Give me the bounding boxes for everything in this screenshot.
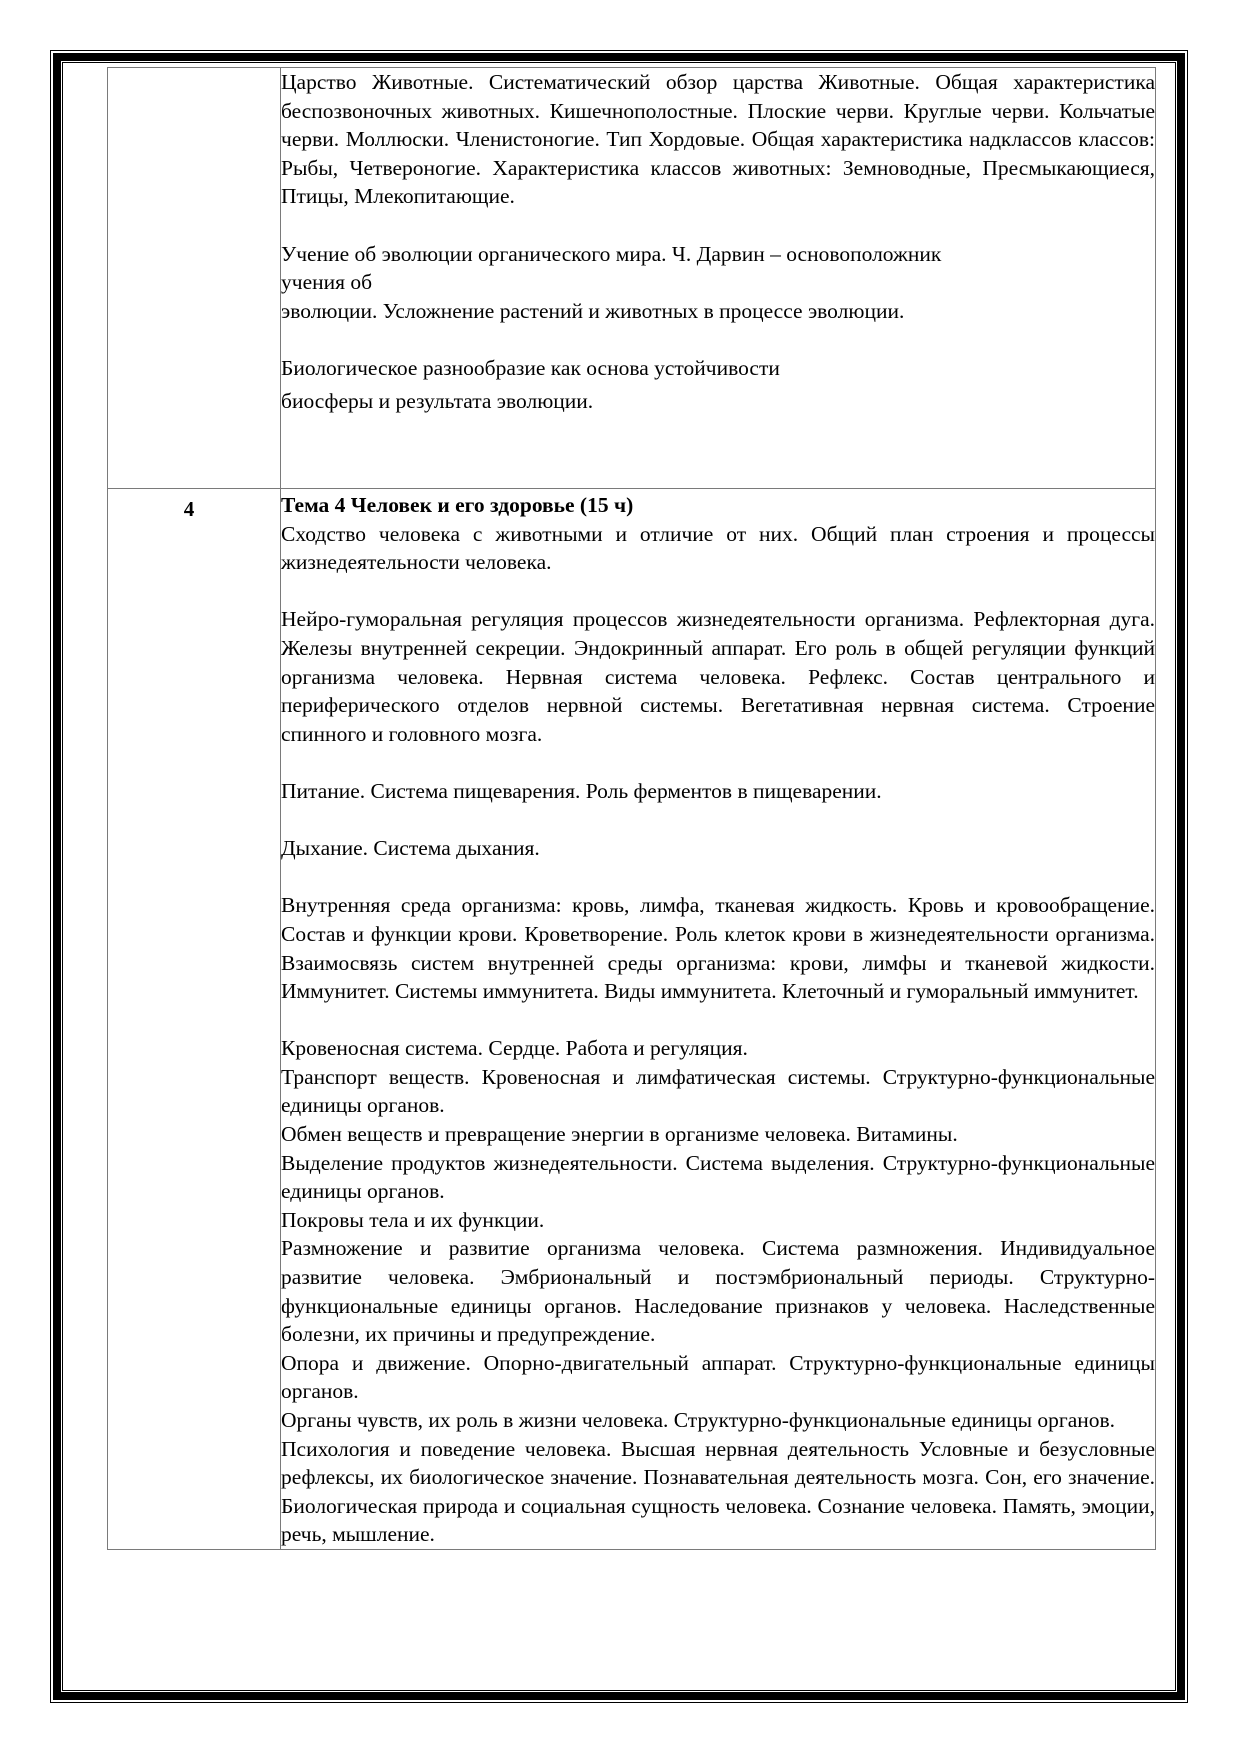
paragraph-biodiversity-line2: биосферы и результата эволюции. bbox=[281, 388, 594, 413]
paragraph: Питание. Система пищеварения. Роль ферментов в пищеварении. bbox=[281, 778, 882, 803]
spacer bbox=[281, 748, 1155, 777]
table-row bbox=[108, 68, 1156, 489]
spacer bbox=[281, 211, 1155, 240]
row-number-cell bbox=[108, 489, 281, 1550]
paragraph-evolution-line1: Учение об эволюции органического мира. Ч. Дарвин – основоположник bbox=[281, 241, 942, 266]
paragraph: Выделение продуктов жизнедеятельности. Система выделения. Структурно-функциональные единицы органов. bbox=[281, 1150, 1155, 1204]
spacer bbox=[281, 806, 1155, 835]
row-number-cell bbox=[108, 68, 281, 489]
paragraph-animals: Царство Животные. Систематический обзор царства Животные. Общая характеристика беспозвоночных животных. Кишечнополостные. Плоские черви. Круглые черви. Кольчатые черви. Моллюски. Членистоногие. Тип Хордовые. Общая характеристика надклассов классов: Рыбы, Четвероногие. Характеристика классов животных: Земноводные, Пресмыкающиеся, Птицы, Млекопитающие. bbox=[281, 70, 1155, 209]
curriculum-table bbox=[107, 67, 1156, 1550]
paragraph: Сходство человека с животными и отличие от них. Общий план строения и процессы жизнедеятельности человека. bbox=[281, 521, 1155, 575]
row-number bbox=[108, 68, 270, 76]
paragraph: Обмен веществ и превращение энергии в организме человека. Витамины. bbox=[281, 1122, 958, 1147]
spacer bbox=[281, 1006, 1155, 1035]
paragraph: Внутренняя среда организма: кровь, лимфа, тканевая жидкость. Кровь и кровообращение. Состав и функции крови. Кроветворение. Роль клеток крови в жизнедеятельности организма. Взаимосвязь систем внутренней среды организма: крови, лимфы и тканевой жидкости. Иммунитет. Системы иммунитета. Виды иммунитета. Клеточный и гуморальный иммунитет. bbox=[281, 893, 1155, 1004]
paragraph: Транспорт веществ. Кровеносная и лимфатическая системы. Структурно-функциональные единицы органов. bbox=[281, 1064, 1155, 1118]
paragraph: Психология и поведение человека. Высшая нервная деятельность Условные и безусловные рефлексы, их биологическое значение. Познавательная деятельность мозга. Сон, его значение. Биологическая природа и социальная сущность человека. Сознание человека. Память, эмоции, речь, мышление. bbox=[281, 1436, 1155, 1547]
row-content-cell bbox=[281, 68, 1156, 489]
paragraph: Размножение и развитие организма человека. Система размножения. Индивидуальное развитие человека. Эмбриональный и постэмбриональный периоды. Структурно-функциональные единицы органов. Наследование признаков у человека. Наследственные болезни, их причины и предупреждение. bbox=[281, 1236, 1155, 1347]
paragraph-evolution-line3: эволюции. Усложнение растений и животных в процессе эволюции. bbox=[281, 298, 905, 323]
spacer bbox=[281, 863, 1155, 892]
row-content-cell bbox=[281, 489, 1156, 1550]
spacer bbox=[281, 577, 1155, 606]
paragraph: Органы чувств, их роль в жизни человека. Структурно-функциональные единицы органов. bbox=[281, 1408, 1116, 1432]
paragraph-biodiversity-line1: Биологическое разнообразие как основа устойчивости bbox=[281, 355, 780, 380]
topic-heading: Тема 4 Человек и его здоровье (15 ч) bbox=[281, 493, 634, 517]
table-row bbox=[108, 489, 1156, 1550]
paragraph: Кровеносная система. Сердце. Работа и регуляция. bbox=[281, 1036, 748, 1061]
paragraph: Опора и движение. Опорно-двигательный аппарат. Структурно-функциональные единицы органов. bbox=[281, 1350, 1155, 1404]
paragraph: Покровы тела и их функции. bbox=[281, 1207, 545, 1232]
paragraph: Нейро-гуморальная регуляция процессов жизнедеятельности организма. Рефлекторная дуга. Железы внутренней секреции. Эндокринный аппарат. Его роль в общей регуляции функций организма человека. Нервная система человека. Рефлекс. Состав центрального и периферического отделов нервной системы. Вегетативная нервная система. Строение спинного и головного мозга. bbox=[281, 607, 1155, 746]
spacer bbox=[281, 325, 1155, 354]
paragraph-evolution-line2: учения об bbox=[281, 270, 373, 295]
paragraph: Дыхание. Система дыхания. bbox=[281, 836, 540, 861]
row-number: 4 bbox=[183, 497, 195, 521]
